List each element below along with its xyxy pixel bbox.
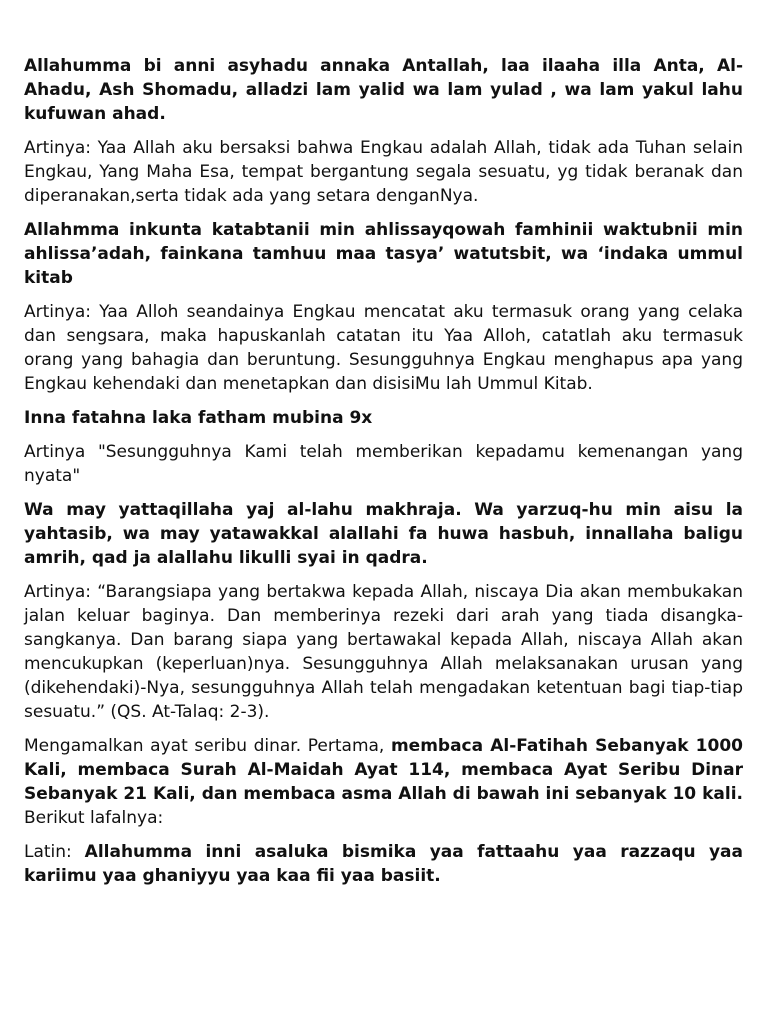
latin-label: Latin: <box>24 842 85 862</box>
document-page <box>24 54 743 898</box>
prayer-paragraph-3: Inna fatahna laka fatham mubina 9x <box>24 408 373 428</box>
practice-instructions: membaca Al-Fatihah Sebanyak 1000 Kali, membaca Surah Al-Maidah Ayat 114, membaca Ayat Seribu Dinar Sebanyak 21 Kali, dan membaca asma Allah di bawah ini sebanyak 10 kali. <box>24 736 743 804</box>
translation-paragraph-4: Artinya: “Barangsiapa yang bertakwa kepada Allah, niscaya Dia akan membukakan jalan keluar baginya. Dan memberinya rezeki dari arah yang tiada disangka-sangkanya. Dan barang siapa yang bertawakal kepada Allah, niscaya Allah akan mencukupkan (keperluan)nya. Sesungguhnya Allah melaksanakan urusan yang (dikehendaki)-Nya, sesungguhnya Allah telah mengadakan ketentuan bagi tiap-tiap sesuatu.” (QS. At-Talaq: 2-3). <box>24 582 743 722</box>
prayer-paragraph-2: Allahmma inkunta katabtanii min ahlissayqowah famhinii waktubnii min ahlissa’adah, fainkana tamhuu maa tasya’ watutsbit, wa ‘indaka ummul kitab <box>24 220 743 288</box>
practice-paragraph <box>24 734 743 830</box>
translation-paragraph-1: Artinya: Yaa Allah aku bersaksi bahwa Engkau adalah Allah, tidak ada Tuhan selain Engkau, Yang Maha Esa, tempat bergantung segala sesuatu, yg tidak beranak dan diperanakan,serta tidak ada yang setara denganNya. <box>24 138 743 206</box>
translation-paragraph-3: Artinya "Sesungguhnya Kami telah memberikan kepadamu kemenangan yang nyata" <box>24 442 743 486</box>
prayer-paragraph-1: Allahumma bi anni asyhadu annaka Antallah, laa ilaaha illa Anta, Al-Ahadu, Ash Shomadu, alladzi lam yalid wa lam yulad , wa lam yakul lahu kufuwan ahad. <box>24 56 743 124</box>
latin-paragraph <box>24 840 743 888</box>
practice-outro: Berikut lafalnya: <box>24 808 164 828</box>
translation-paragraph-2: Artinya: Yaa Alloh seandainya Engkau mencatat aku termasuk orang yang celaka dan sengsara, maka hapuskanlah catatan itu Yaa Alloh, catatlah aku termasuk orang yang bahagia dan beruntung. Sesungguhnya Engkau menghapus apa yang Engkau kehendaki dan menetapkan dan disisiMu lah Ummul Kitab. <box>24 302 743 394</box>
latin-prayer: Allahumma inni asaluka bismika yaa fattaahu yaa razzaqu yaa kariimu yaa ghaniyyu yaa kaa fii yaa basiit. <box>24 842 744 886</box>
practice-intro: Mengamalkan ayat seribu dinar. Pertama, <box>24 736 391 756</box>
prayer-paragraph-4: Wa may yattaqillaha yaj al-lahu makhraja. Wa yarzuq-hu min aisu la yahtasib, wa may yatawakkal alallahi fa huwa hasbuh, innallaha baligu amrih, qad ja alallahu likulli syai in qadra. <box>24 500 743 568</box>
